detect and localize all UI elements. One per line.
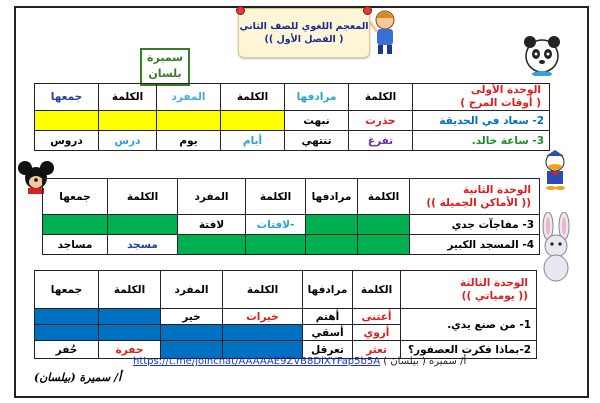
banner-subtitle: ( الفصل الأول )) [264,34,344,45]
panda-icon [520,32,564,76]
table-cell-blue [99,325,161,341]
table-cell: أروي [353,325,401,341]
title-banner [238,8,370,58]
table-cell-blue [99,309,161,325]
lesson-title: 1- من صنع يدي. [401,309,537,341]
table-cell: أسقي [303,325,353,341]
donald-duck-icon [540,150,570,190]
unit3-table [34,270,537,359]
table-cell-green [246,235,306,255]
table-cell: خير [161,309,223,325]
unit2-title: الوحدة الثانية (( الأماكن الجميلة )) [410,179,540,215]
table-cell: تعثر [353,341,401,359]
table-cell: أهتم [303,309,353,325]
table-cell-green [43,215,108,235]
table-cell-green [358,235,410,255]
lesson-title: 2- سعاد في الحديقة [413,111,550,131]
footer-note: أ/ سميرة ( بيلسان ) [383,356,467,367]
pin-icon [363,6,372,15]
header-word: الكلمة [223,271,303,309]
footer [133,356,466,367]
author-signature: أ/ سميرة (بيلسان) [34,371,122,384]
table-cell-green [108,215,178,235]
lesson-title: 3- مفاجآت جدي [410,215,540,235]
table-cell: لافتة [178,215,246,235]
header-word: الكلمة [221,84,285,111]
table-cell-blue [223,325,303,341]
header-singular: المفرد [161,271,223,309]
header-word: الكلمة [358,179,410,215]
unit3-title: الوحدة الثالثة (( يومياتي )) [401,271,537,309]
table-cell-green [306,215,358,235]
lesson-title: 3- ساعة خالد. [413,131,550,151]
table-cell: تنتهي [285,131,349,151]
header-word: الكلمة [99,271,161,309]
table-cell-green [178,235,246,255]
header-plural: جمعها [43,179,108,215]
logo-line-1: سميرة [146,51,184,64]
header-plural: جمعها [35,271,99,309]
unit1-table [34,83,550,151]
header-synonym: مرادفها [285,84,349,111]
header-word: الكلمة [246,179,306,215]
table-cell-blue [35,325,99,341]
header-word: الكلمة [108,179,178,215]
table-cell-yellow [35,111,99,131]
table-cell-green [358,215,410,235]
table-cell: يوم [157,131,221,151]
header-synonym: مرادفها [306,179,358,215]
table-cell: دروس [35,131,99,151]
boy-cartoon-icon [368,8,402,56]
table-cell: أعتنى [353,309,401,325]
table-cell: حفرة [99,341,161,359]
header-singular: المفرد [178,179,246,215]
table-cell-yellow [99,111,157,131]
author-logo [140,48,190,86]
table-cell-green [306,235,358,255]
telegram-link[interactable]: https://t.me/joinchat/AAAAAE9ZVB8DiXYFap5b5A [133,356,381,367]
table-cell-yellow [157,111,221,131]
header-word: الكلمة [99,84,157,111]
pin-icon [236,6,245,15]
table-cell: درس [99,131,157,151]
bunny-icon [534,212,578,284]
header-singular: المفرد [157,84,221,111]
table-cell: نبهت [285,111,349,131]
table-cell: تعرقل [303,341,353,359]
table-cell-blue [35,309,99,325]
header-word: الكلمة [349,84,413,111]
table-cell: حُفر [35,341,99,359]
table-cell-blue [161,325,223,341]
unit1-title: الوحدة الأولى ( أوقات المرح ) [413,84,550,111]
table-cell: أيام [221,131,285,151]
lesson-title: 4- المسجد الكبير [410,235,540,255]
lesson-title: 2-بماذا فكرت العصفور؟ [401,341,537,359]
header-synonym: مرادفها [303,271,353,309]
table-cell: حذرت [349,111,413,131]
banner-title: المعجم اللغوي للصف الثاني [239,21,369,32]
unit2-table [42,178,540,255]
table-cell: تفرغ [349,131,413,151]
table-cell: -لافتات [246,215,306,235]
header-word: الكلمة [353,271,401,309]
table-cell-yellow [221,111,285,131]
logo-line-2: بلسان [148,67,182,80]
table-cell: مسجد [108,235,178,255]
table-cell: خيرات [223,309,303,325]
table-cell: مساجد [43,235,108,255]
header-plural: جمعها [35,84,99,111]
